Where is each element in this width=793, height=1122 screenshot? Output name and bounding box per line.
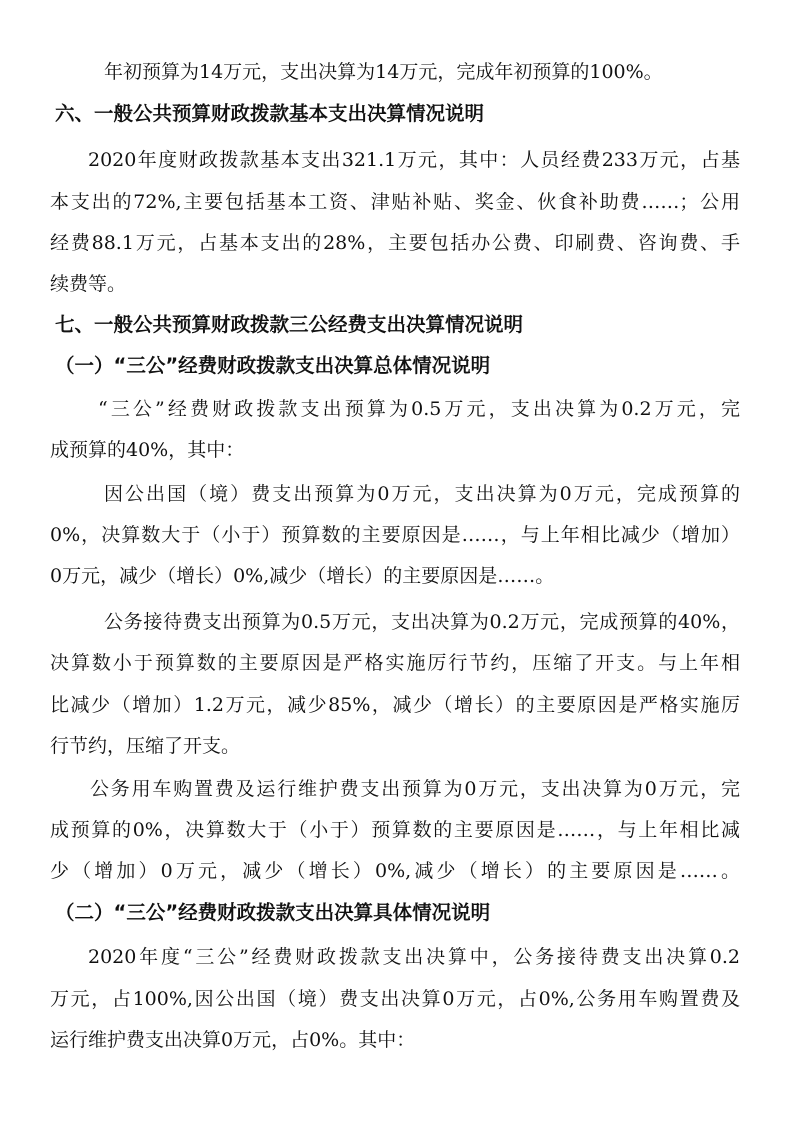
paragraph-line: 公务接待费支出预算为0.5万元，支出决算为0.2万元，完成预算的40%， [104,611,740,633]
paragraph-line: 0万元，减少（增长）0%,减少（增长）的主要原因是……。 [50,565,555,587]
paragraph-line: 0%，决算数大于（小于）预算数的主要原因是……，与上年相比减少（增加） [50,524,740,546]
paragraph-line: 行节约，压缩了开支。 [50,735,241,757]
paragraph-line: 成预算的40%，其中： [50,439,245,461]
paragraph-line: 少（增加）0万元，减少（增长）0%,减少（增长）的主要原因是……。 [50,860,740,882]
paragraph-line: 2020年度财政拨款基本支出321.1万元，其中：人员经费233万元，占基 [88,149,740,171]
paragraph-line: 年初预算为14万元，支出决算为14万元，完成年初预算的100%。 [104,61,663,83]
paragraph-line: 成预算的0%，决算数大于（小于）预算数的主要原因是……，与上年相比减 [50,819,740,841]
paragraph-line: 比减少（增加）1.2万元，减少85%，减少（增长）的主要原因是严格实施厉 [50,694,740,716]
paragraph-line: 万元，占100%,因公出国（境）费支出决算0万元，占0%,公务用车购置费及 [50,988,740,1010]
section-heading-seven: 七、一般公共预算财政拨款三公经费支出决算情况说明 [55,313,524,336]
section-heading-six: 六、一般公共预算财政拨款基本支出决算情况说明 [55,102,485,125]
subsection-heading-one: （一）“三公”经费财政拨款支出决算总体情况说明 [55,354,491,377]
paragraph-line: 公务用车购置费及运行维护费支出预算为0万元，支出决算为0万元，完 [90,778,740,800]
paragraph-line: 因公出国（境）费支出预算为0万元，支出决算为0万元，完成预算的 [104,483,740,505]
paragraph-line: 决算数小于预算数的主要原因是严格实施厉行节约，压缩了开支。与上年相 [50,652,740,674]
paragraph-line: 续费等。 [50,273,127,295]
paragraph-line: “三公”经费财政拨款支出预算为0.5万元，支出决算为0.2万元，完 [98,398,740,420]
paragraph-line: 2020年度“三公”经费财政拨款支出决算中，公务接待费支出决算0.2 [88,946,740,968]
paragraph-line: 经费88.1万元，占基本支出的28%，主要包括办公费、印刷费、咨询费、手 [50,232,740,254]
paragraph-line: 本支出的72%,主要包括基本工资、津贴补贴、奖金、伙食补助费……；公用 [50,191,740,213]
subsection-heading-two: （二）“三公”经费财政拨款支出决算具体情况说明 [55,901,491,924]
paragraph-line: 运行维护费支出决算0万元，占0%。其中： [50,1029,416,1051]
